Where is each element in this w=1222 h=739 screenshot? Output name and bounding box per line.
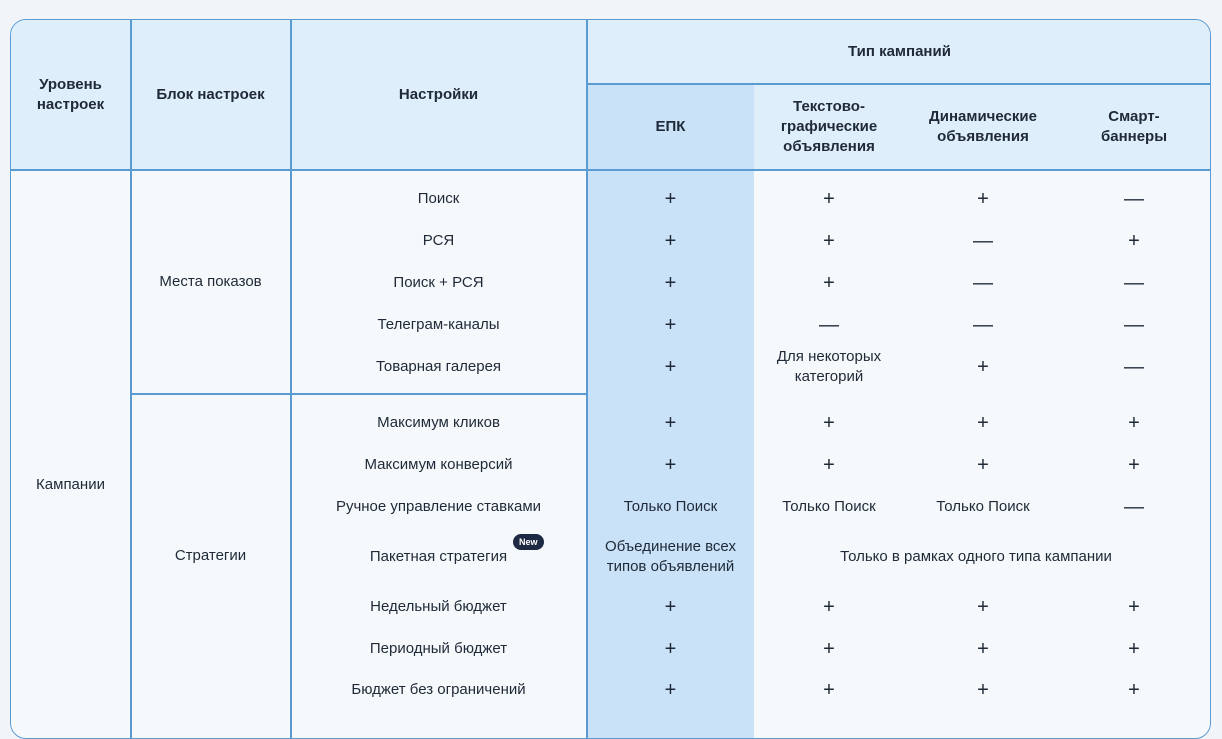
value-epk: + — [664, 356, 677, 378]
settings-table — [10, 19, 1211, 739]
value-dynamic: + — [977, 679, 989, 701]
value-smart-banners: + — [1128, 454, 1140, 476]
value-merged: Только в рамках одного типа кампании — [840, 548, 1112, 565]
value-text-graphic: Для некоторых категорий — [776, 348, 882, 385]
new-badge: New — [513, 534, 544, 550]
value-text-graphic: Только Поиск — [782, 498, 876, 515]
value-text-graphic: + — [823, 188, 835, 210]
value-dynamic: + — [977, 454, 989, 476]
value-text-graphic: + — [823, 638, 835, 660]
value-dynamic: + — [977, 596, 989, 618]
value-text-graphic: — — [819, 314, 839, 336]
value-dynamic: Только Поиск — [936, 498, 1030, 515]
value-text-graphic: + — [823, 230, 835, 252]
header-col-epk: ЕПК — [655, 118, 686, 135]
setting-name: РСЯ — [422, 232, 455, 249]
setting-name: Максимум конверсий — [364, 456, 513, 473]
value-text-graphic: + — [823, 454, 835, 476]
setting-name: Поиск + РСЯ — [393, 274, 484, 291]
header-col-text-graphic: Текстово-графические объявления — [780, 98, 878, 155]
value-dynamic: + — [977, 638, 989, 660]
value-text-graphic: + — [823, 412, 835, 434]
level-label: Кампании — [36, 476, 105, 493]
divider — [291, 393, 587, 395]
value-epk: Объединение всех типов объявлений — [605, 538, 736, 575]
value-smart-banners: + — [1128, 412, 1140, 434]
value-smart-banners: — — [1124, 188, 1144, 210]
value-smart-banners: — — [1124, 314, 1144, 336]
header-col-smart-banners: Смарт-баннеры — [1100, 108, 1168, 145]
value-epk: + — [664, 412, 677, 434]
setting-name-text: Пакетная стратегия — [369, 548, 508, 565]
value-dynamic: + — [977, 412, 989, 434]
value-dynamic: + — [977, 356, 989, 378]
value-epk: + — [664, 314, 677, 336]
value-smart-banners: + — [1128, 230, 1140, 252]
value-smart-banners: — — [1124, 496, 1144, 518]
group-label: Места показов — [159, 273, 262, 290]
header-campaign-type: Тип кампаний — [848, 42, 951, 60]
setting-name: Телеграм-каналы — [377, 316, 500, 333]
setting-name: Бюджет без ограничений — [351, 681, 526, 698]
value-dynamic: — — [973, 272, 993, 294]
setting-name: Максимум кликов — [377, 414, 500, 431]
value-smart-banners: — — [1124, 272, 1144, 294]
value-epk: + — [664, 596, 677, 618]
setting-name: Поиск — [417, 190, 460, 207]
value-epk: + — [664, 638, 677, 660]
setting-name: Товарная галерея — [375, 358, 502, 375]
setting-name: Ручное управление ставками — [335, 498, 542, 515]
value-text-graphic: + — [823, 679, 835, 701]
header-settings: Настройки — [398, 86, 479, 103]
value-epk: + — [664, 454, 677, 476]
value-smart-banners: + — [1128, 638, 1140, 660]
header-col-dynamic: Динамические объявления — [929, 108, 1037, 145]
value-dynamic: — — [973, 314, 993, 336]
value-text-graphic: + — [823, 272, 835, 294]
value-dynamic: + — [977, 188, 989, 210]
value-epk: Только Поиск — [623, 498, 718, 515]
value-smart-banners: + — [1128, 679, 1140, 701]
value-smart-banners: — — [1124, 356, 1144, 378]
value-dynamic: — — [973, 230, 993, 252]
value-epk: + — [664, 230, 677, 252]
header-block: Блок настроек — [156, 86, 265, 103]
value-smart-banners: + — [1128, 596, 1140, 618]
value-text-graphic: + — [823, 596, 835, 618]
setting-name: Периодный бюджет — [369, 640, 508, 657]
group-label: Стратегии — [174, 547, 247, 564]
setting-name: Недельный бюджет — [370, 598, 507, 615]
value-epk: + — [664, 272, 677, 294]
value-epk: + — [664, 188, 677, 210]
header-level: Уровень настроек — [36, 76, 105, 113]
value-epk: + — [664, 679, 677, 701]
